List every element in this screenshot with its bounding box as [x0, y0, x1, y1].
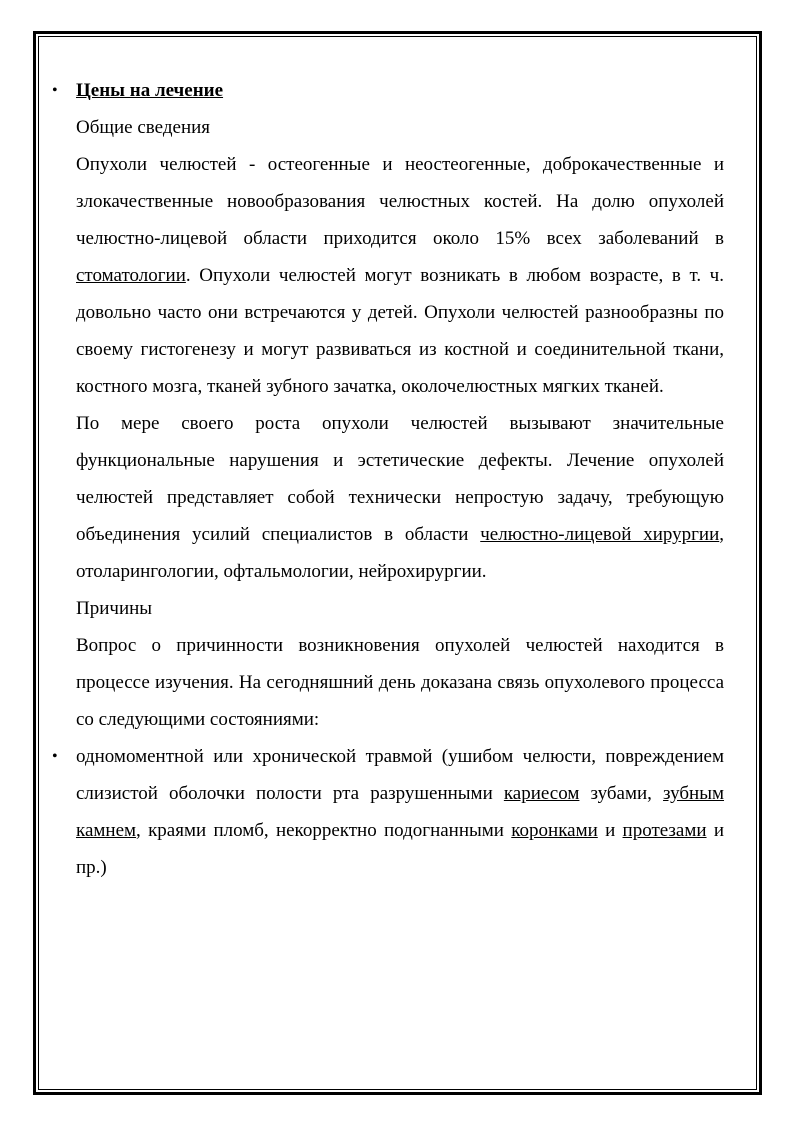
paragraph-text: зубами,: [579, 783, 664, 804]
prices-heading-link[interactable]: Цены на лечение: [76, 80, 224, 101]
link-crowns[interactable]: коронками: [511, 820, 598, 841]
paragraph-text: . Опухоли челюстей могут возникать в любом возрасте, в т. ч. довольно часто они встречаются у детей. Опухоли челюстей разнообразны по своему гистогенезу и могут развиваться из костной и соединительной ткани, костного мозга, тканей зубного зачатка, околочелюстных мягких тканей.: [76, 265, 724, 397]
bullet-icon: •: [52, 748, 58, 765]
list-item-trauma: [52, 738, 725, 886]
paragraph-causes: Вопрос о причинности возникновения опухолей челюстей находится в процессе изучения. На сегодняшний день доказана связь опухолевого процесса со следующими состояниями:: [76, 635, 724, 730]
paragraph-text: и пр.): [76, 820, 724, 878]
document-content: [52, 72, 725, 886]
link-prostheses[interactable]: протезами: [622, 820, 707, 841]
paragraph-treatment: [76, 405, 724, 590]
link-maxillofacial-surgery[interactable]: челюстно-лицевой хирургии: [480, 524, 720, 545]
section-general-title: Общие сведения: [76, 117, 211, 138]
paragraph-text: По мере своего роста опухоли челюстей вызывают значительные функциональные нарушения и эстетические дефекты. Лечение опухолей челюстей представляет собой технически непростую задачу, требующую объединения усилий специалистов в области: [76, 413, 724, 545]
list-item-prices: [52, 72, 724, 109]
paragraph-text: , краями пломб, некорректно подогнанными: [136, 820, 512, 841]
bullet-icon: •: [52, 82, 58, 99]
paragraph-intro: [76, 146, 724, 405]
link-caries[interactable]: кариесом: [503, 783, 580, 804]
link-stomatology[interactable]: стоматологии: [76, 265, 186, 286]
section-causes-title: Причины: [76, 598, 153, 619]
paragraph-text: и: [597, 820, 623, 841]
paragraph-text: , отоларингологии, офтальмологии, нейрохирургии.: [76, 524, 724, 582]
link-tartar[interactable]: зубным камнем: [76, 783, 725, 841]
paragraph-trauma: [76, 738, 724, 886]
paragraph-text: Опухоли челюстей - остеогенные и неостеогенные, доброкачественные и злокачественные новообразования челюстных костей. На долю опухолей челюстно-лицевой области приходится около 15% всех заболеваний в: [76, 154, 724, 249]
paragraph-text: одномоментной или хронической травмой (ушибом челюсти, повреждением слизистой оболочки полости рта разрушенными: [76, 746, 724, 804]
